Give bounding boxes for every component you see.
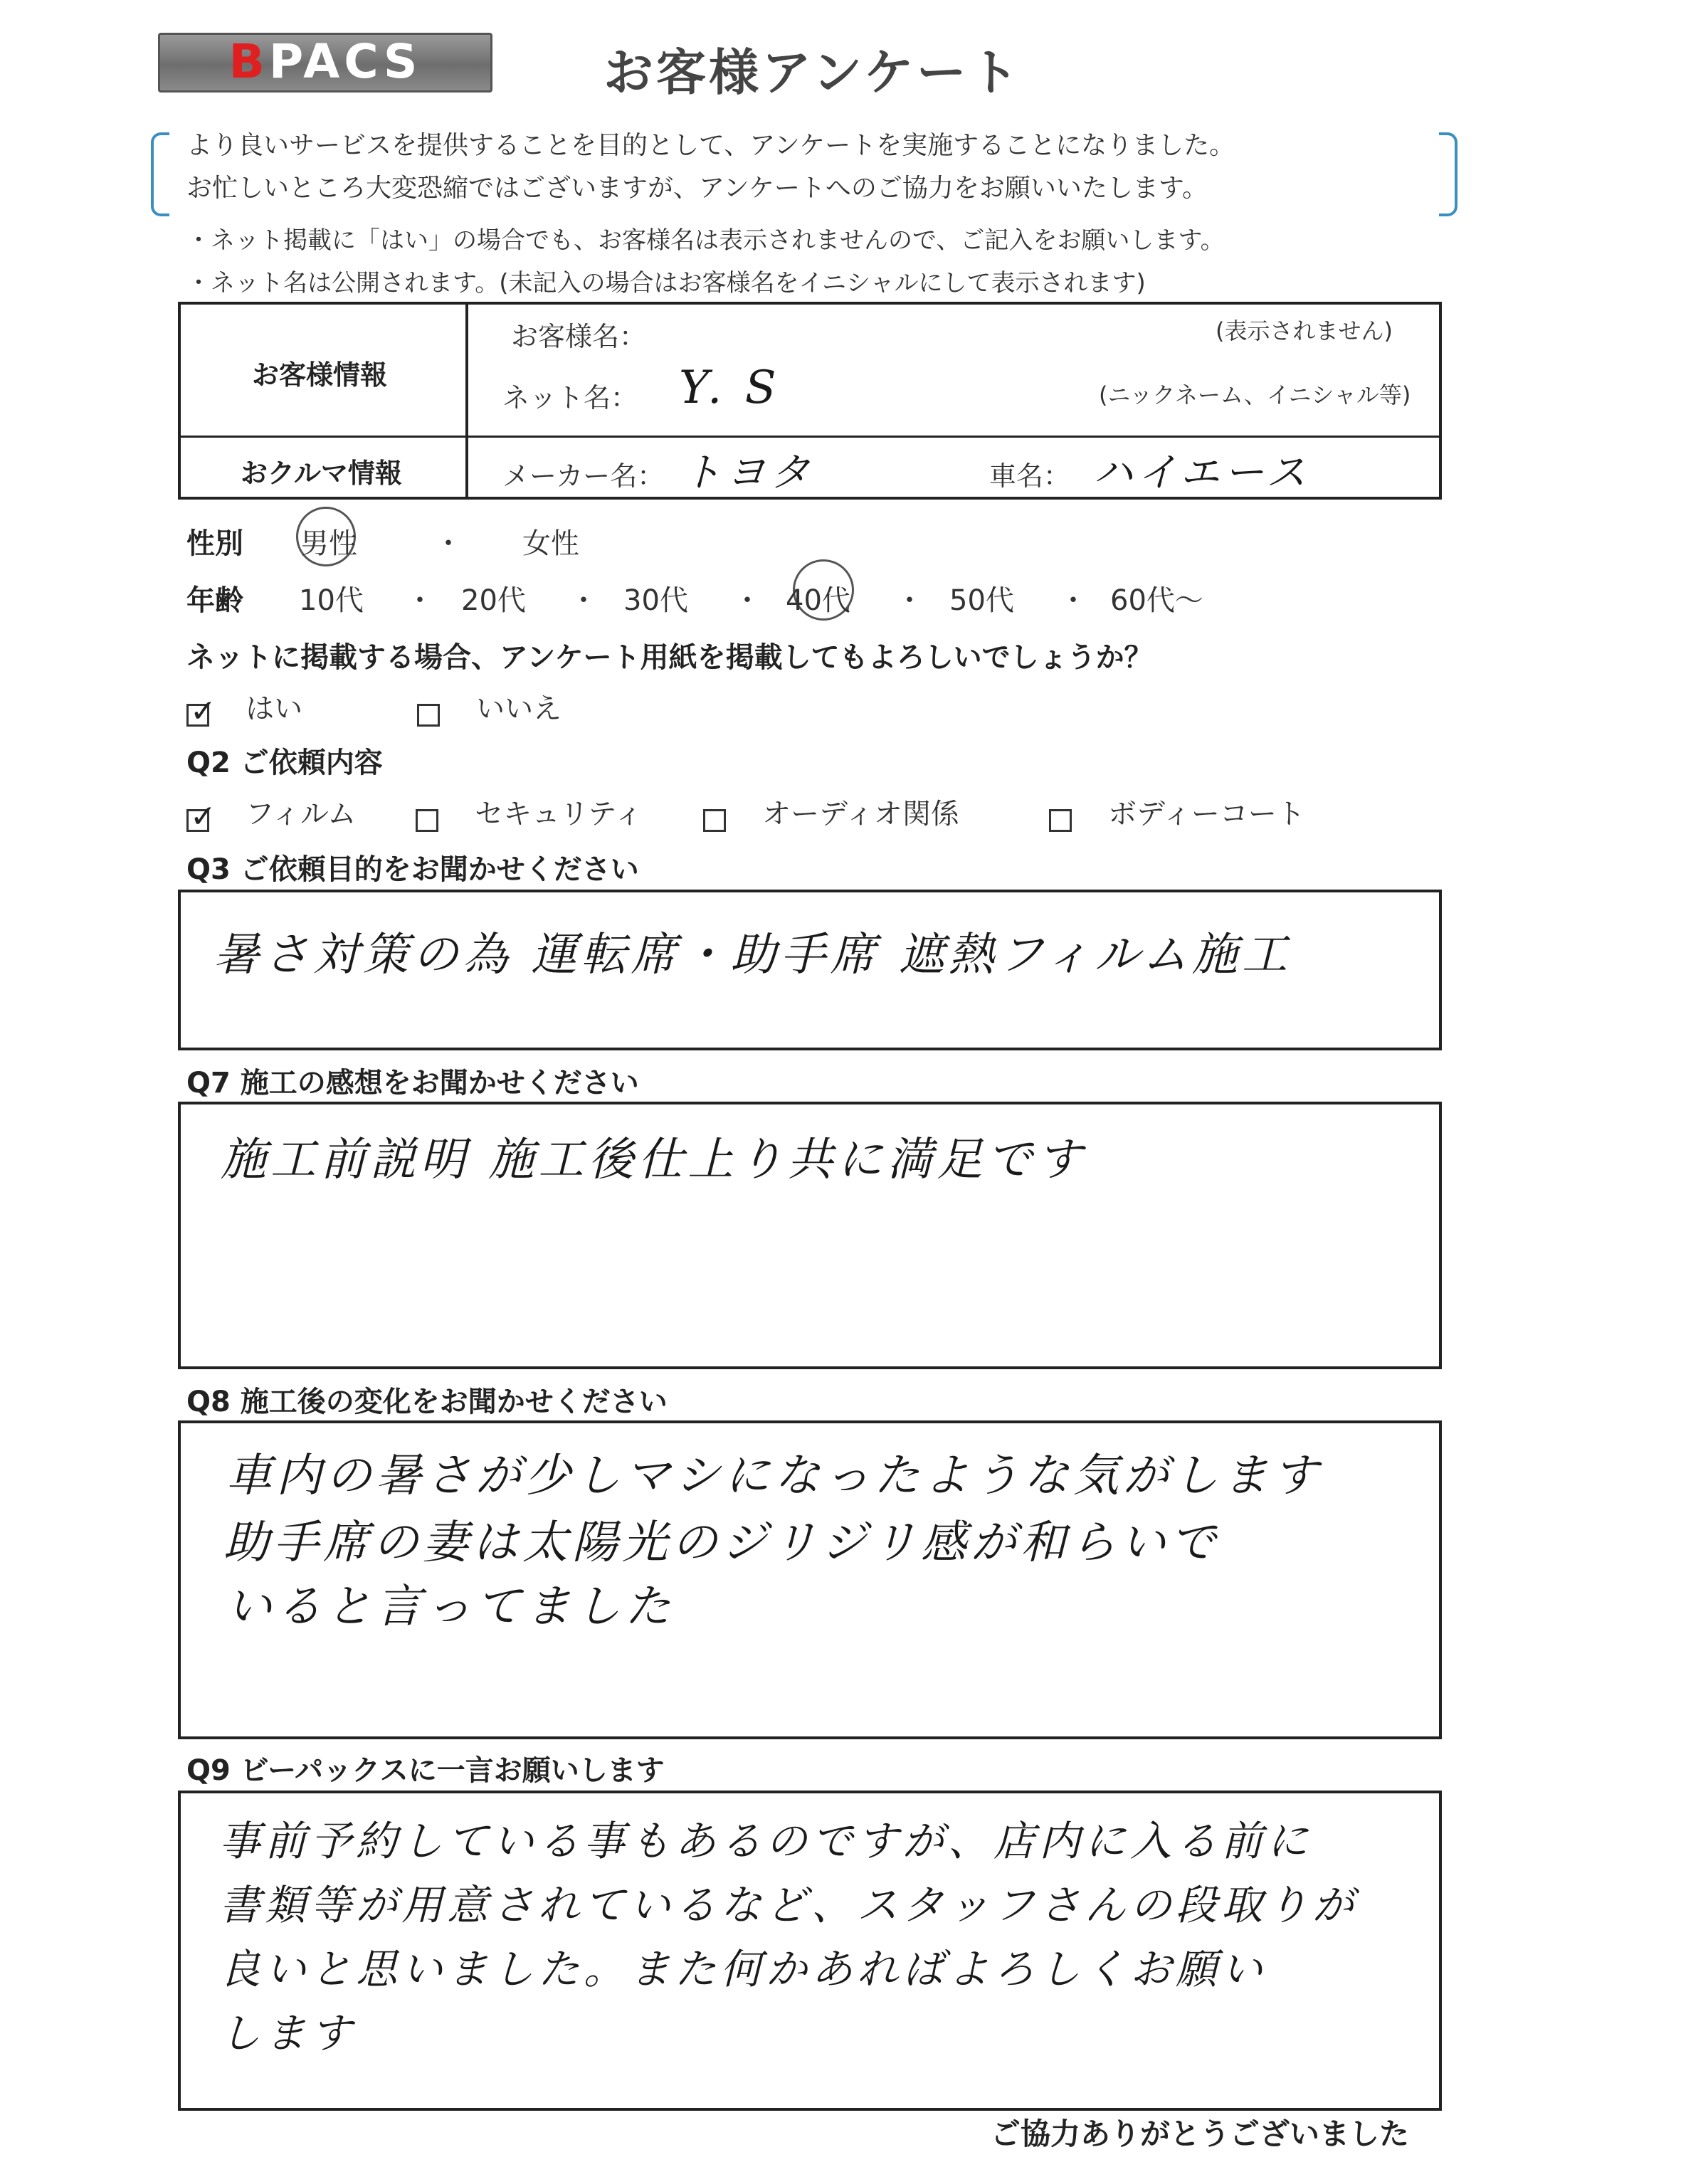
intro-line-2: お忙しいところ大変恐縮ではございますが、アンケートへのご協力をお願いいたします。 — [186, 174, 1208, 203]
page-title: お客様アンケート — [603, 43, 1022, 102]
gender-separator: ・ — [434, 527, 463, 560]
net-name-label: ネット名： — [502, 382, 638, 413]
publish-no-label: いいえ — [476, 692, 562, 725]
q2-option-film[interactable]: ✓ フィルム — [186, 791, 356, 832]
age-option-50[interactable]: 50代 — [949, 584, 1014, 617]
intro-line-1: より良いサービスを提供することを目的として、アンケートを実施することになりました。 — [186, 131, 1235, 160]
publish-question: ネットに掲載する場合、アンケート用紙を掲載してもよろしいでしょうか？ — [186, 641, 1153, 674]
q2-option-bodycoat[interactable]: ボディーコート — [1049, 791, 1305, 832]
q9-answer-line: 事前予約している事もあるのですが、店内に入る前に — [219, 1817, 1313, 1865]
publish-no-option[interactable] — [417, 686, 562, 727]
thanks-message: ご協力ありがとうございました — [990, 2116, 1409, 2151]
q2-title: Q2 ご依頼内容 — [186, 747, 383, 779]
q9-answer-line: します — [219, 2009, 357, 2057]
checkbox-checked-icon[interactable] — [186, 704, 209, 727]
q3-answer: 暑さ対策の為 運転席・助手席 遮熱フィルム施工 — [214, 929, 1292, 981]
maker-value: トヨタ — [682, 450, 814, 496]
checkbox-checked-icon[interactable] — [186, 809, 209, 832]
q9-answer-box — [178, 1791, 1442, 2111]
q3-answer-box — [178, 890, 1442, 1050]
q3-title: Q3 ご依頼目的をお聞かせください — [186, 853, 639, 886]
q8-answer-line: いると言ってました — [226, 1581, 675, 1633]
age-option-20[interactable]: 20代 — [461, 584, 526, 617]
note-line-1: ・ネット掲載に「はい」の場合でも、お客様名は表示されませんので、ご記入をお願いします。 — [186, 226, 1225, 255]
publish-yes-option[interactable] — [186, 686, 302, 727]
info-table — [178, 302, 1442, 500]
age-separator: ・ — [569, 584, 598, 617]
model-label: 車名： — [989, 460, 1071, 492]
q8-title: Q8 施工後の変化をお聞かせください — [186, 1386, 668, 1418]
q2-option-security[interactable]: セキュリティ — [416, 791, 643, 832]
q9-title: Q9 ビーパックスに一言お願いします — [186, 1754, 665, 1787]
right-bracket — [1439, 132, 1457, 216]
net-name-value: Y. S — [679, 362, 781, 414]
checkbox-icon[interactable] — [416, 809, 438, 832]
checkbox-icon[interactable] — [417, 704, 440, 727]
age-option-40[interactable]: 40代 — [786, 584, 850, 617]
customer-info-label: お客様情報 — [252, 359, 388, 391]
q8-answer-line: 車内の暑さが少しマシになったような気がします — [226, 1450, 1322, 1502]
model-value: ハイエース — [1093, 450, 1310, 496]
age-option-30[interactable]: 30代 — [623, 584, 688, 617]
gender-option-male[interactable]: 男性 — [300, 527, 357, 560]
bpacs-logo: BPACS — [158, 33, 492, 93]
q9-answer-line: 良いと思いました。また何かあればよろしくお願い — [219, 1945, 1267, 1993]
age-option-10[interactable]: 10代 — [299, 584, 364, 617]
q7-title: Q7 施工の感想をお聞かせください — [186, 1067, 639, 1100]
age-separator: ・ — [1059, 584, 1087, 617]
q8-answer-box — [178, 1420, 1442, 1739]
q9-answer-line: 書類等が用意されているなど、スタッフさんの段取りが — [219, 1881, 1359, 1929]
age-label: 年齢 — [186, 584, 243, 617]
q7-answer-box — [178, 1102, 1442, 1369]
note-line-2: ・ネット名は公開されます。(未記入の場合はお客様名をイニシャルにして表示されます) — [186, 269, 1146, 297]
gender-option-female[interactable]: 女性 — [522, 527, 579, 560]
gender-label: 性別 — [186, 527, 243, 560]
checkbox-icon[interactable] — [703, 809, 726, 832]
age-separator: ・ — [733, 584, 761, 617]
age-option-60[interactable]: 60代～ — [1110, 584, 1203, 617]
net-name-note: (ニックネーム、イニシャル等) — [1099, 381, 1411, 408]
left-bracket — [151, 132, 169, 216]
maker-label: メーカー名： — [502, 460, 665, 492]
age-separator: ・ — [406, 584, 434, 617]
customer-name-note: (表示されません) — [1216, 317, 1393, 344]
publish-yes-label: はい — [246, 692, 303, 725]
age-separator: ・ — [895, 584, 924, 617]
checkbox-icon[interactable] — [1049, 809, 1072, 832]
q2-option-audio[interactable]: オーディオ関係 — [703, 791, 959, 832]
q8-answer-line: 助手席の妻は太陽光のジリジリ感が和らいで — [223, 1517, 1220, 1569]
q7-answer: 施工前説明 施工後仕上り共に満足です — [221, 1134, 1087, 1186]
car-info-label: おクルマ情報 — [241, 458, 402, 489]
customer-name-label: お客様名： — [511, 321, 647, 352]
